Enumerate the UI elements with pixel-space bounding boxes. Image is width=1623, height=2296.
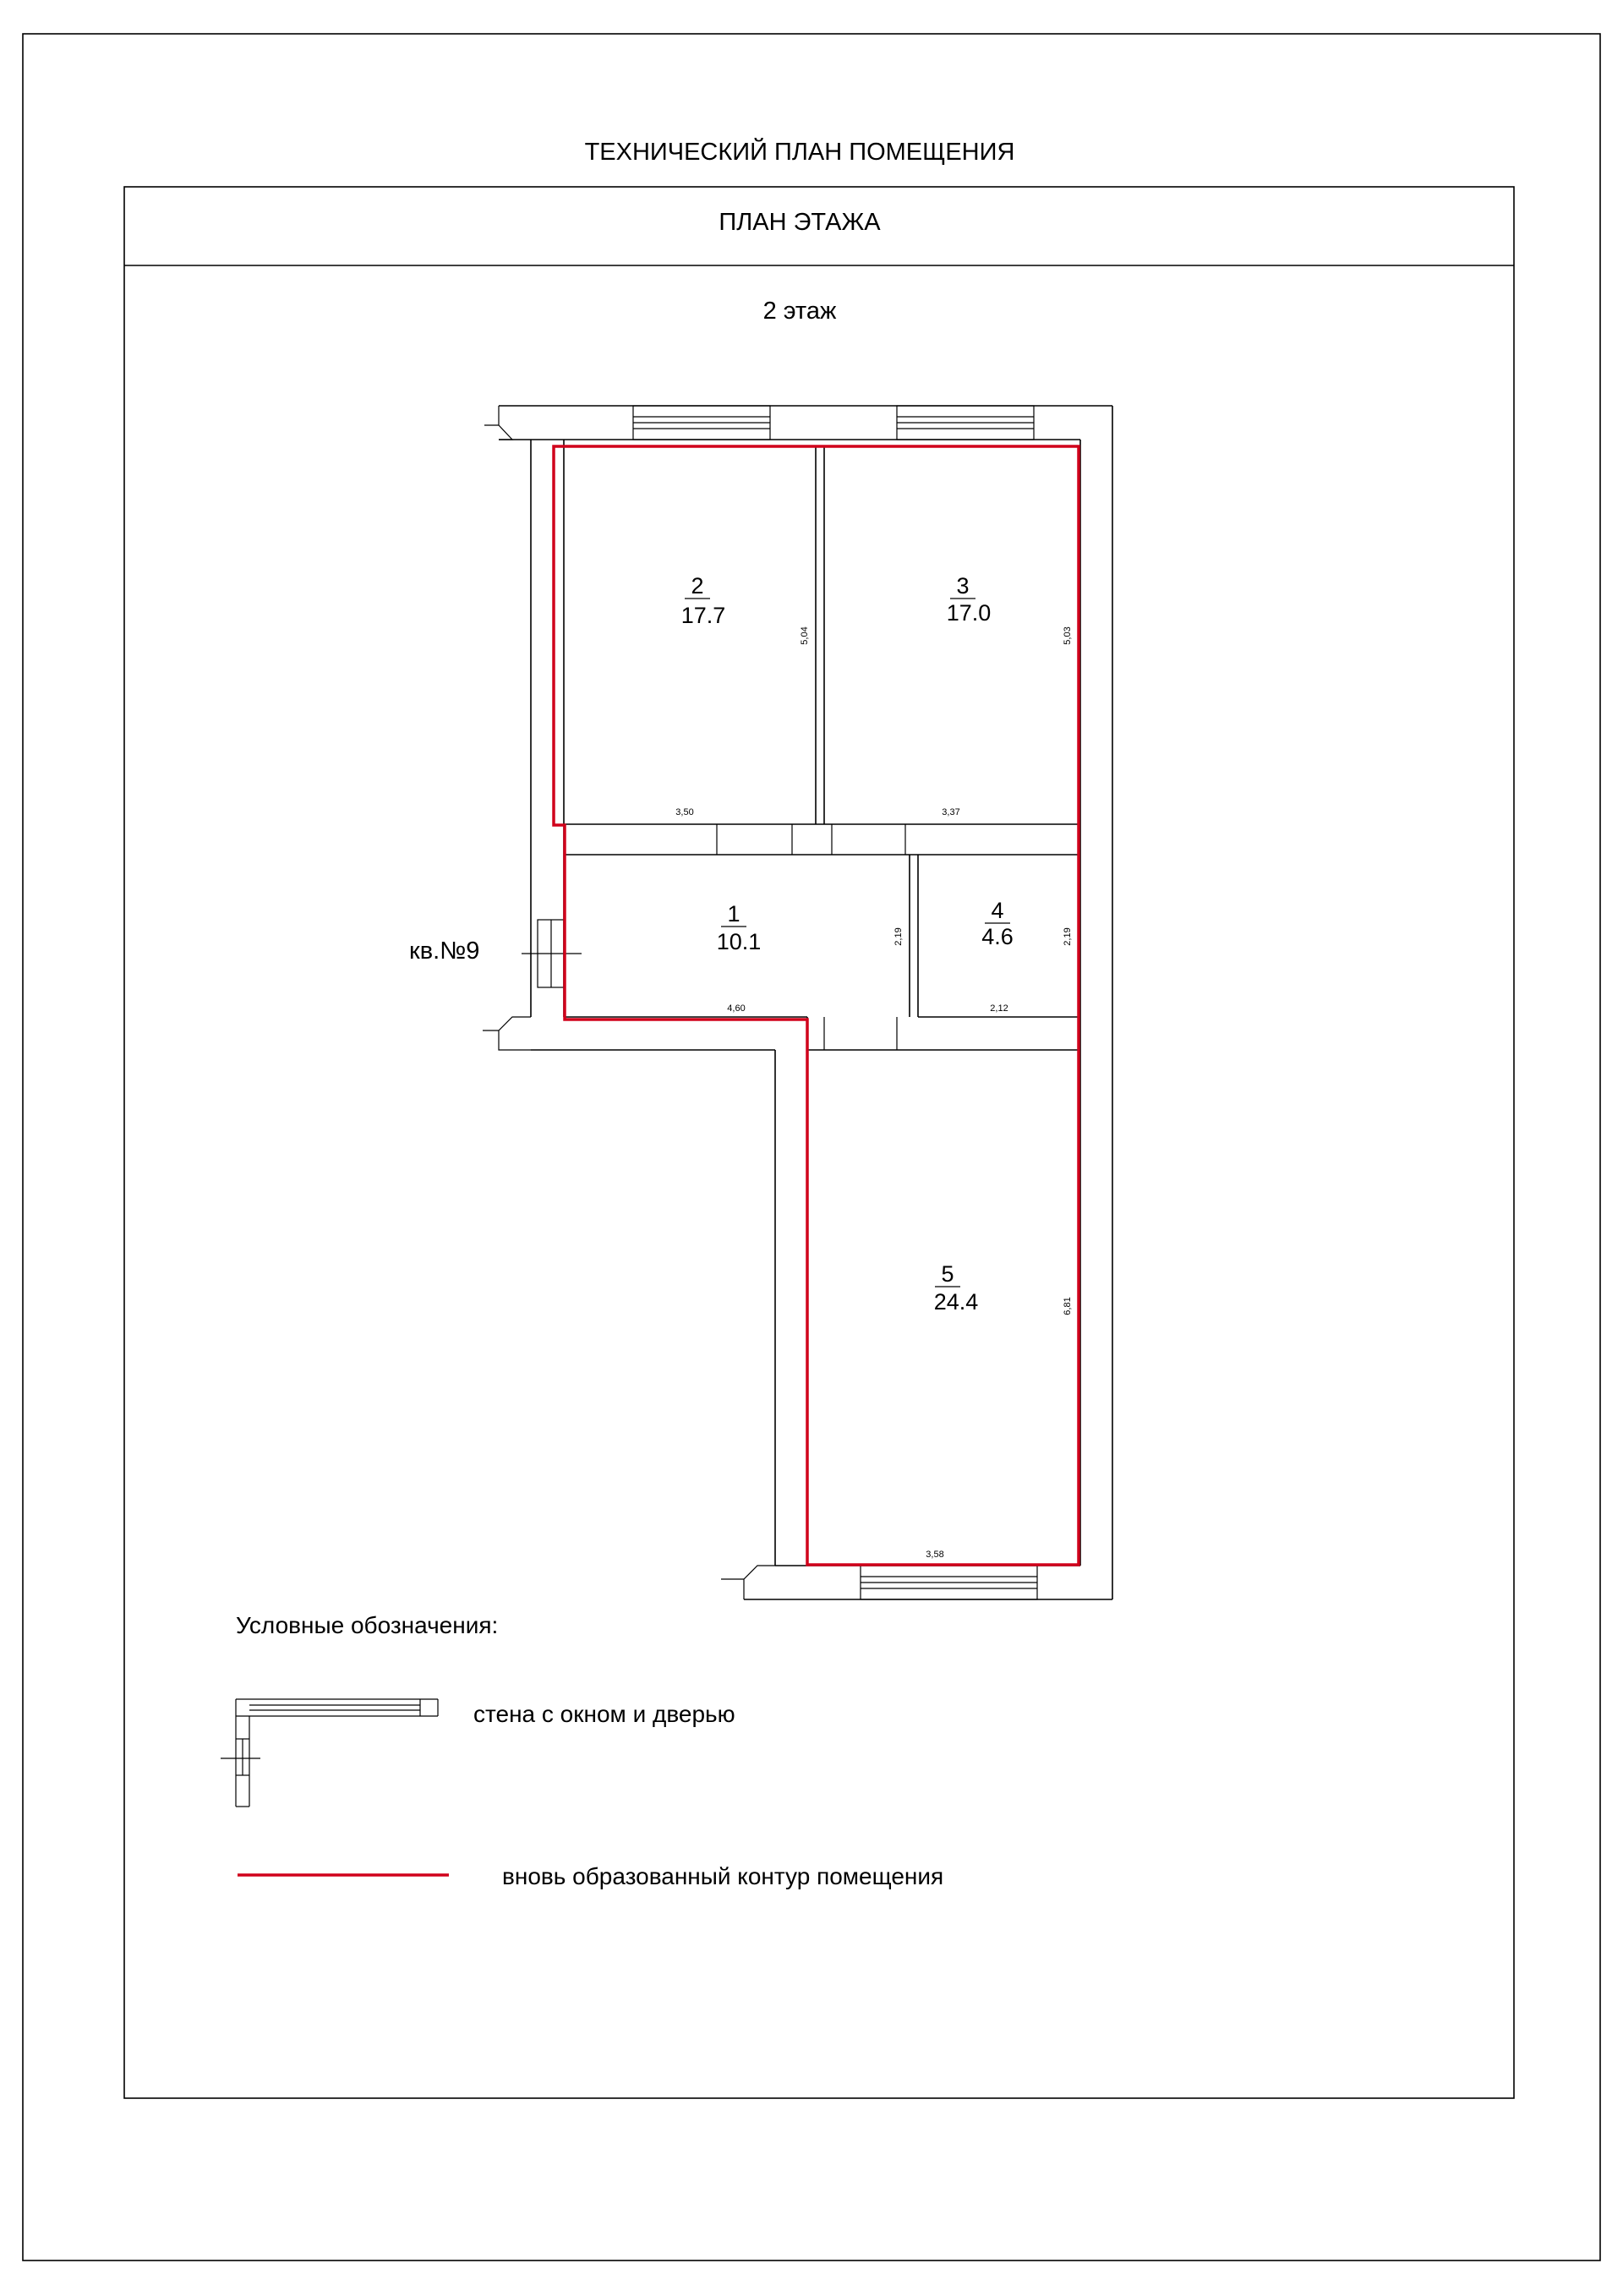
room-1-area: 10.1 (716, 929, 762, 954)
plan-table-frame (124, 187, 1514, 2098)
legend-wall-symbol (221, 1699, 438, 1807)
room-4-height: 2,19 (1063, 927, 1073, 946)
room-4-number: 4 (991, 898, 1004, 923)
legend-heading: Условные обозначения: (236, 1612, 499, 1638)
room-2-width: 3,50 (675, 807, 694, 817)
legend-wall-label: стена с окном и дверью (473, 1701, 735, 1727)
room-3-width: 3,37 (942, 807, 960, 817)
document-title: ТЕХНИЧЕСКИЙ ПЛАН ПОМЕЩЕНИЯ (584, 139, 1015, 166)
room-4-area: 4.6 (981, 924, 1014, 949)
room-1-number: 1 (727, 901, 740, 927)
window-top-left (633, 406, 770, 440)
section-title: ПЛАН ЭТАЖА (719, 209, 881, 236)
room-5-width: 3,58 (926, 1550, 944, 1560)
room-3-area: 17.0 (946, 600, 992, 626)
room-1-width: 4,60 (727, 1003, 746, 1014)
floor-label: 2 этаж (762, 298, 837, 325)
room-2-height: 5,04 (800, 626, 810, 645)
room-1-height: 2,19 (893, 927, 904, 946)
room-3-height: 5,03 (1063, 626, 1073, 645)
legend-contour-label: вновь образованный контур помещения (502, 1863, 944, 1889)
room-2 (675, 573, 810, 817)
room-5-height: 6,81 (1063, 1297, 1073, 1315)
room-4 (981, 898, 1073, 1014)
window-bottom (861, 1566, 1037, 1599)
room-2-number: 2 (691, 573, 704, 599)
room-5 (926, 1261, 1073, 1560)
window-top-right (897, 406, 1034, 440)
room-4-width: 2,12 (990, 1003, 1008, 1014)
room-3 (942, 573, 1073, 817)
apartment-label: кв.№9 (409, 938, 480, 965)
sheet-frame (23, 34, 1600, 2260)
room-3-number: 3 (956, 573, 970, 599)
room-2-area: 17.7 (680, 603, 726, 628)
room-5-area: 24.4 (933, 1289, 979, 1315)
building-walls (483, 406, 1112, 1599)
room-5-number: 5 (941, 1261, 954, 1287)
room-1 (717, 901, 904, 1014)
